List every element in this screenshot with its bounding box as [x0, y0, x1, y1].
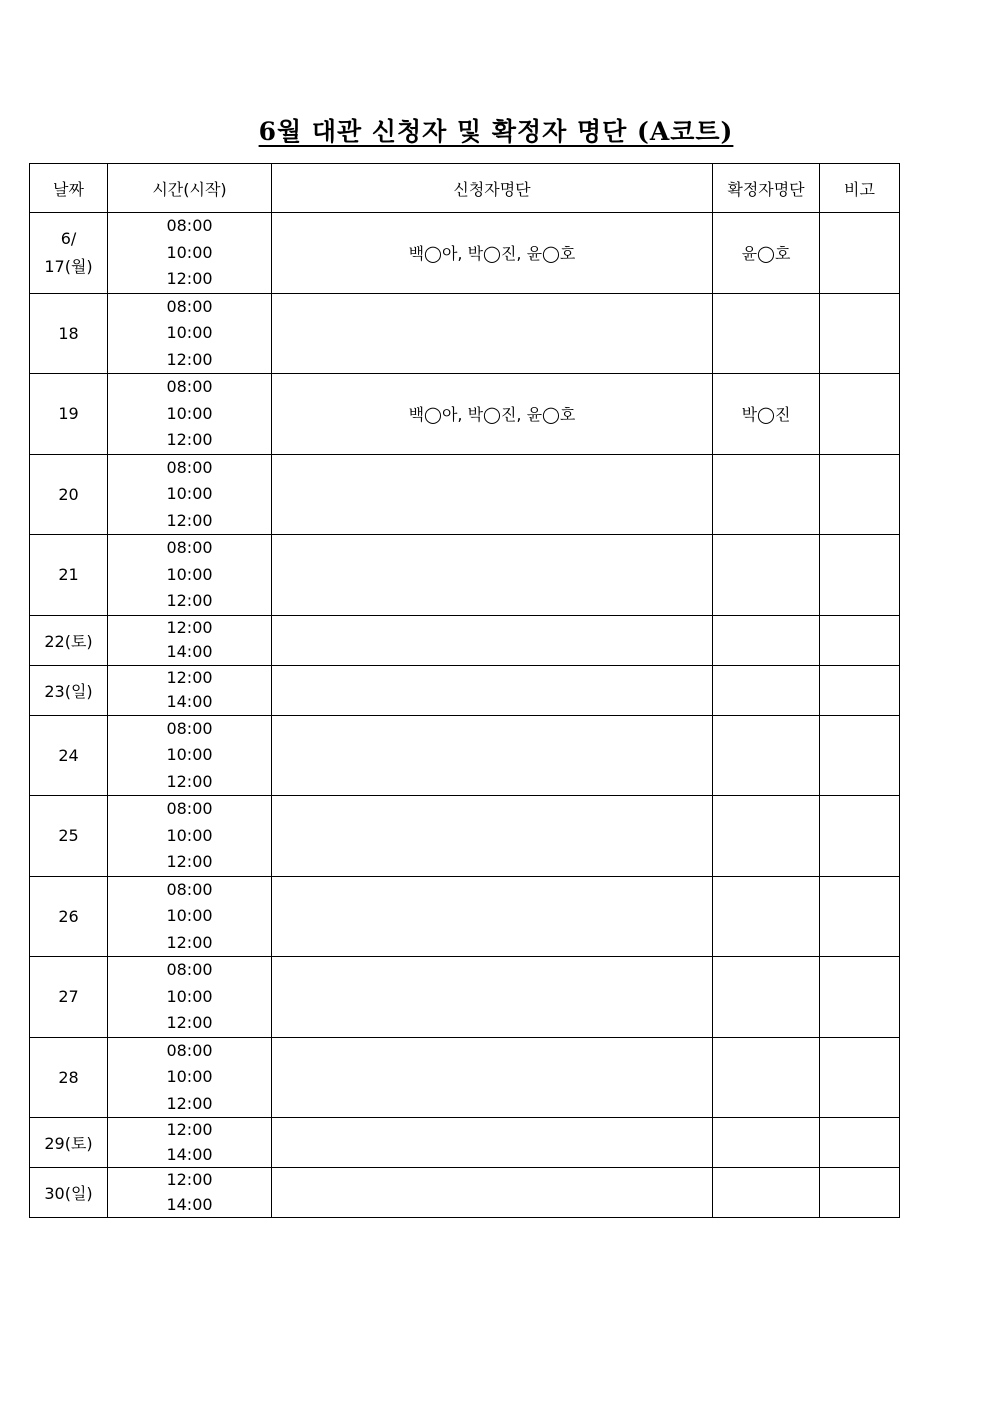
time-cell [108, 876, 272, 957]
time-slot: 10:00 [166, 484, 213, 503]
date-cell: 24 [30, 715, 108, 796]
table-row [30, 615, 900, 665]
applicants-cell [272, 1118, 713, 1168]
remarks-cell [820, 615, 900, 665]
applicants-cell [272, 957, 713, 1038]
time-slot: 08:00 [166, 718, 213, 738]
time-slot: 10:00 [166, 1067, 213, 1086]
time-slot: 10:00 [166, 825, 213, 845]
time-cell [108, 1168, 272, 1218]
date-cell: 20 [30, 454, 108, 535]
time-slot: 12:00 [166, 1170, 213, 1189]
time-slot: 08:00 [166, 799, 213, 818]
remarks-cell [820, 374, 900, 455]
confirmed-cell: 박◯진 [713, 374, 820, 455]
applicants-cell [272, 293, 713, 374]
header-confirmed: 확정자명단 [713, 164, 820, 213]
applicants-cell [272, 796, 713, 877]
confirmed-cell [713, 535, 820, 616]
table-row [30, 1118, 900, 1168]
header-remarks: 비고 [820, 164, 900, 213]
table-row [30, 665, 900, 715]
confirmed-cell [713, 665, 820, 715]
time-slot: 12:00 [166, 430, 213, 449]
time-slot: 12:00 [166, 510, 213, 530]
time-slot: 08:00 [166, 457, 213, 477]
time-slot: 12:00 [166, 349, 213, 369]
remarks-cell [820, 1037, 900, 1118]
applicants-cell: 백◯아, 박◯진, 윤◯호 [272, 213, 713, 294]
time-cell [108, 715, 272, 796]
time-slot: 10:00 [166, 745, 213, 764]
header-row [30, 164, 900, 213]
time-slot: 10:00 [166, 986, 213, 1006]
applicants-cell [272, 454, 713, 535]
remarks-cell [820, 796, 900, 877]
confirmed-cell [713, 715, 820, 796]
date-cell: 23(일) [30, 665, 108, 715]
time-slot: 14:00 [166, 692, 213, 711]
confirmed-cell [713, 1118, 820, 1168]
time-slot: 12:00 [166, 617, 213, 637]
applicants-cell [272, 1037, 713, 1118]
table-row [30, 374, 900, 455]
time-cell [108, 957, 272, 1038]
time-slot: 12:00 [166, 1120, 213, 1139]
date-cell: 18 [30, 293, 108, 374]
table-row [30, 535, 900, 616]
time-slot: 10:00 [166, 403, 213, 423]
date-cell: 27 [30, 957, 108, 1038]
date-cell: 19 [30, 374, 108, 455]
confirmed-cell [713, 957, 820, 1038]
time-slot: 10:00 [166, 906, 213, 925]
time-cell [108, 454, 272, 535]
confirmed-cell [713, 615, 820, 665]
header-applicants: 신청자명단 [272, 164, 713, 213]
confirmed-cell [713, 1168, 820, 1218]
confirmed-cell [713, 796, 820, 877]
table-row [30, 213, 900, 294]
remarks-cell [820, 665, 900, 715]
applicants-cell [272, 715, 713, 796]
date-line-2: 17(월) [44, 256, 93, 276]
time-slot: 08:00 [166, 216, 213, 235]
remarks-cell [820, 213, 900, 294]
time-slot: 08:00 [166, 1040, 213, 1060]
time-slot: 08:00 [166, 377, 213, 396]
table-row [30, 796, 900, 877]
remarks-cell [820, 1168, 900, 1218]
date-cell: 21 [30, 535, 108, 616]
remarks-cell [820, 293, 900, 374]
table-row [30, 876, 900, 957]
page-title-text: 6월 대관 신청자 및 확정자 명단 (A코트) [258, 117, 734, 146]
date-cell: 26 [30, 876, 108, 957]
time-slot: 08:00 [166, 296, 213, 316]
time-slot: 10:00 [166, 242, 213, 262]
applicants-cell [272, 535, 713, 616]
time-slot: 14:00 [166, 1194, 213, 1214]
time-slot: 12:00 [166, 269, 213, 288]
applicants-cell [272, 1168, 713, 1218]
confirmed-cell [713, 876, 820, 957]
date-line-1: 6/ [60, 228, 77, 248]
applicants-cell [272, 615, 713, 665]
time-cell [108, 615, 272, 665]
header-date: 날짜 [30, 164, 108, 213]
table-row [30, 293, 900, 374]
applicants-cell [272, 665, 713, 715]
date-cell: 25 [30, 796, 108, 877]
time-cell [108, 535, 272, 616]
remarks-cell [820, 876, 900, 957]
table-row [30, 715, 900, 796]
rental-roster-table [29, 163, 900, 1218]
time-slot: 14:00 [166, 642, 213, 661]
remarks-cell [820, 454, 900, 535]
confirmed-cell: 윤◯호 [713, 213, 820, 294]
time-cell [108, 293, 272, 374]
table-row [30, 1168, 900, 1218]
time-slot: 12:00 [166, 667, 213, 687]
time-cell [108, 1037, 272, 1118]
table-row [30, 957, 900, 1038]
remarks-cell [820, 957, 900, 1038]
date-cell: 30(일) [30, 1168, 108, 1218]
time-slot: 14:00 [166, 1144, 213, 1164]
header-time: 시간(시작) [108, 164, 272, 213]
time-slot: 12:00 [166, 1093, 213, 1113]
time-slot: 12:00 [166, 852, 213, 871]
time-cell [108, 213, 272, 294]
confirmed-cell [713, 1037, 820, 1118]
remarks-cell [820, 535, 900, 616]
confirmed-cell [713, 454, 820, 535]
date-cell: 29(토) [30, 1118, 108, 1168]
remarks-cell [820, 1118, 900, 1168]
time-slot: 08:00 [166, 538, 213, 557]
time-cell [108, 1118, 272, 1168]
time-slot: 12:00 [166, 591, 213, 610]
table-row [30, 1037, 900, 1118]
time-slot: 10:00 [166, 564, 213, 584]
date-cell [30, 213, 108, 294]
time-slot: 08:00 [166, 879, 213, 899]
time-slot: 10:00 [166, 323, 213, 342]
table-row [30, 454, 900, 535]
applicants-cell: 백◯아, 박◯진, 윤◯호 [272, 374, 713, 455]
time-slot: 12:00 [166, 932, 213, 952]
time-slot: 12:00 [166, 1013, 213, 1032]
time-cell [108, 796, 272, 877]
time-cell [108, 665, 272, 715]
page-title [0, 112, 992, 148]
date-cell: 22(토) [30, 615, 108, 665]
confirmed-cell [713, 293, 820, 374]
time-cell [108, 374, 272, 455]
time-slot: 12:00 [166, 771, 213, 791]
date-cell: 28 [30, 1037, 108, 1118]
remarks-cell [820, 715, 900, 796]
applicants-cell [272, 876, 713, 957]
time-slot: 08:00 [166, 960, 213, 979]
